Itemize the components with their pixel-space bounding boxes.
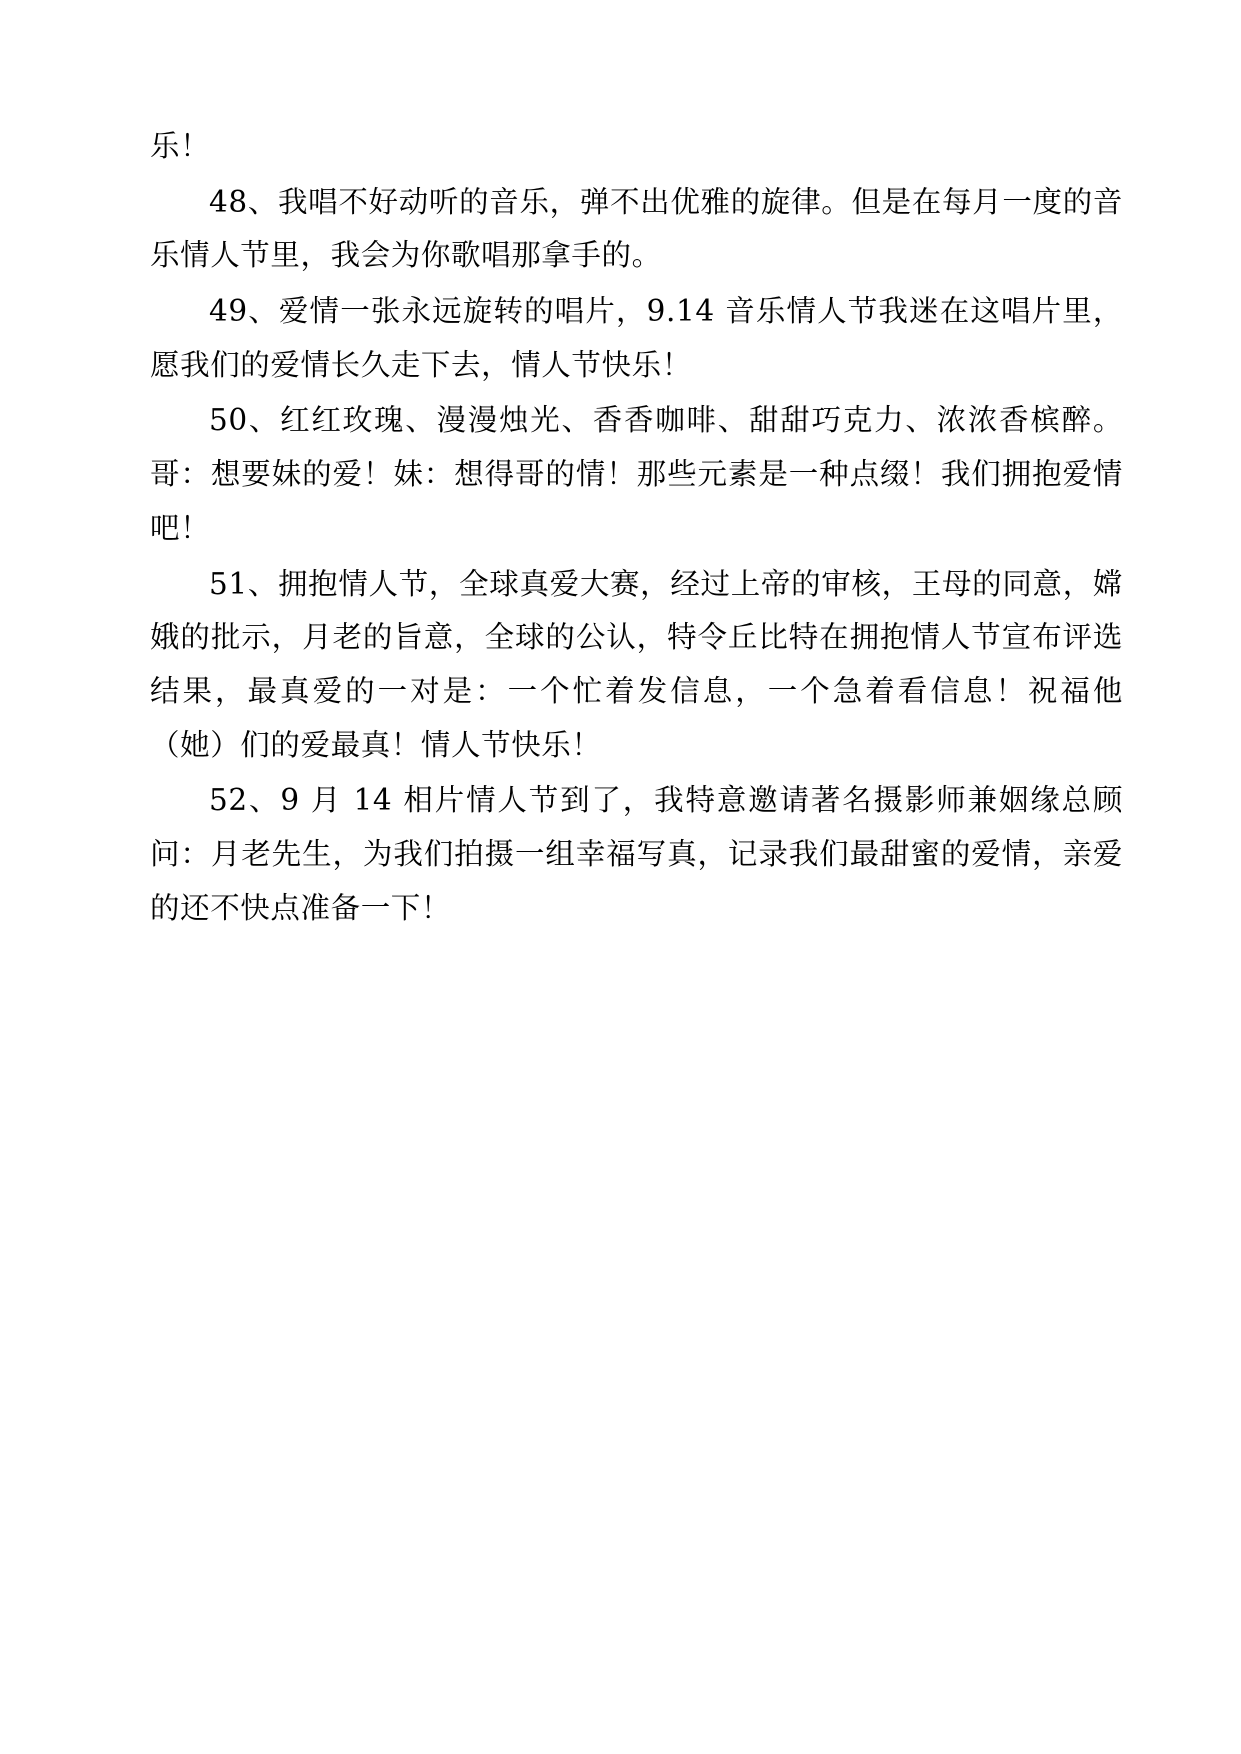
document-body xyxy=(150,120,1123,935)
paragraph-item-51: 51、拥抱情人节，全球真爱大赛，经过上帝的审核，王母的同意，嫦娥的批示，月老的旨意，全球的公认，特令丘比特在拥抱情人节宣布评选结果，最真爱的一对是：一个忙着发信息，一个急着看信息！祝福他（她）们的爱最真！情人节快乐！ xyxy=(150,566,1123,762)
paragraph-item-52: 52、9 月 14 相片情人节到了，我特意邀请著名摄影师兼姻缘总顾问：月老先生，为我们拍摄一组幸福写真，记录我们最甜蜜的爱情，亲爱的还不快点准备一下！ xyxy=(150,783,1123,925)
paragraph-item-49: 49、爱情一张永远旋转的唱片，9.14 音乐情人节我迷在这唱片里，愿我们的爱情长久走下去，情人节快乐！ xyxy=(150,294,1123,382)
paragraph-item-48: 48、我唱不好动听的音乐，弹不出优雅的旋律。但是在每月一度的音乐情人节里，我会为你歌唱那拿手的。 xyxy=(150,184,1123,273)
paragraph-continuation: 乐！ xyxy=(150,129,211,163)
paragraph-item-50: 50、红红玫瑰、漫漫烛光、香香咖啡、甜甜巧克力、浓浓香槟醉。哥：想要妹的爱！妹：想得哥的情！那些元素是一种点缀！我们拥抱爱情吧！ xyxy=(150,403,1123,545)
